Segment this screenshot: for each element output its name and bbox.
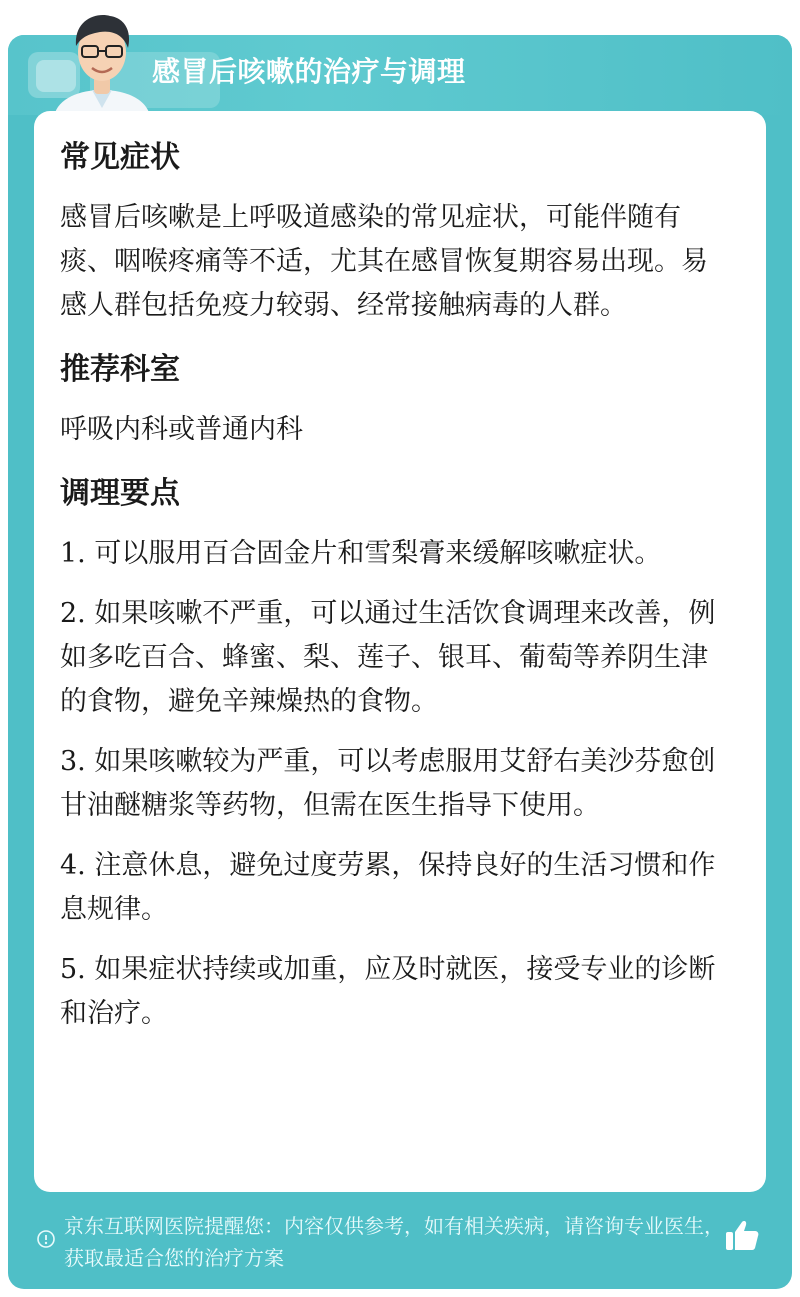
department-text: 呼吸内科或普通内科 [60,414,303,445]
list-item: 1. 可以服用百合固金片和雪梨膏来缓解咳嗽症状。 [60,538,662,569]
doctor-avatar-icon [40,6,164,116]
section-heading-department: 推荐科室 [60,352,180,387]
page-title: 感冒后咳嗽的治疗与调理 [152,55,466,88]
section-heading-symptoms: 常见症状 [60,140,180,175]
content-body [60,136,732,1036]
section-heading-care: 调理要点 [60,476,180,511]
info-icon [36,1229,56,1249]
disclaimer-text: 京东互联网医院提醒您：内容仅供参考，如有相关疾病，请咨询专业医生，获取最适合您的治疗方案 [64,1214,724,1270]
list-item: 5. 如果症状持续或加重，应及时就医，接受专业的诊断和治疗。 [60,954,716,1029]
thumbs-up-icon[interactable] [724,1218,760,1252]
symptoms-text: 感冒后咳嗽是上呼吸道感染的常见症状，可能伴随有痰、咽喉疼痛等不适，尤其在感冒恢复期容易出现。易感人群包括免疫力较弱、经常接触病毒的人群。 [60,202,708,321]
list-item: 2. 如果咳嗽不严重，可以通过生活饮食调理来改善，例如多吃百合、蜂蜜、梨、莲子、银耳、葡萄等养阴生津的食物，避免辛辣燥热的食物。 [60,598,716,717]
list-item: 4. 注意休息，避免过度劳累，保持良好的生活习惯和作息规律。 [60,850,716,925]
list-item: 3. 如果咳嗽较为严重，可以考虑服用艾舒右美沙芬愈创甘油醚糖浆等药物，但需在医生指导下使用。 [60,746,716,821]
